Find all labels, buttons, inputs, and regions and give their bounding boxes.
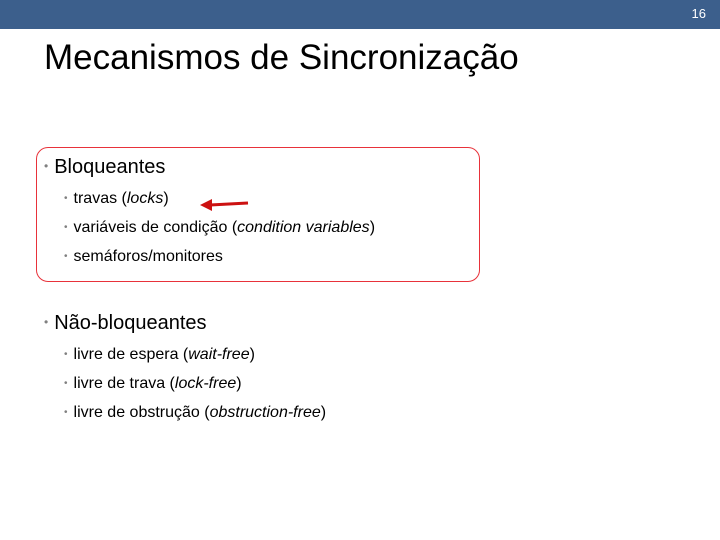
item-text: livre de espera (: [73, 346, 189, 363]
bullet: •: [64, 349, 68, 360]
section-heading-text: Bloqueantes: [54, 156, 166, 178]
list-item: [64, 346, 255, 364]
item-text: variáveis de condição (: [73, 219, 238, 236]
item-text: livre de obstrução (: [73, 404, 210, 421]
bullet: •: [64, 378, 68, 389]
item-tail: ): [320, 404, 327, 421]
section-heading-text: Não-bloqueantes: [54, 312, 207, 334]
item-tail: ): [163, 190, 169, 207]
item-tail: ): [249, 346, 255, 363]
item-italic: condition variables: [237, 219, 370, 236]
list-item: [64, 404, 326, 422]
item-italic: obstruction-free: [209, 404, 321, 421]
item-tail: ): [236, 375, 242, 392]
bullet: •: [64, 222, 68, 233]
item-text: livre de trava (: [73, 375, 175, 392]
bullet: •: [44, 315, 49, 329]
section-heading-bloqueantes: [44, 156, 165, 179]
list-item: [64, 248, 223, 266]
item-italic: wait-free: [188, 346, 250, 363]
list-item: [64, 190, 169, 208]
bullet: •: [64, 251, 68, 262]
bullet: •: [64, 407, 68, 418]
bullet: •: [44, 159, 49, 173]
list-item: [64, 219, 375, 237]
section-heading-nao-bloqueantes: [44, 312, 207, 335]
item-italic: lock-free: [174, 375, 237, 392]
item-italic: locks: [126, 190, 164, 207]
slide-title: Mecanismos de Sincronização: [44, 38, 519, 77]
header-bar: [0, 0, 720, 29]
pointer-arrow-icon: [198, 195, 250, 215]
list-item: [64, 375, 242, 393]
item-text: semáforos/monitores: [73, 248, 223, 265]
item-tail: ): [369, 219, 376, 236]
slide-number: 16: [691, 6, 706, 21]
bullet: •: [64, 193, 68, 204]
item-text: travas (: [73, 190, 127, 207]
